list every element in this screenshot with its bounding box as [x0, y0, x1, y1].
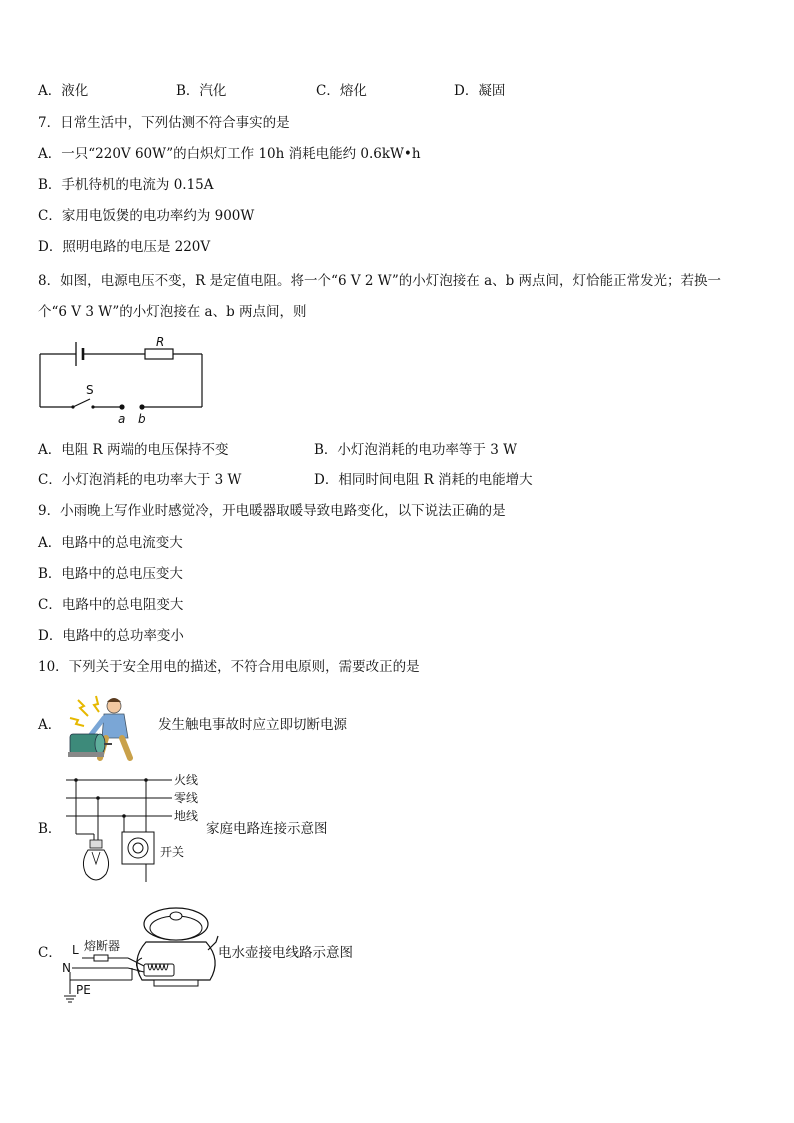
q8-stem-line1: 8．如图，电源电压不变，R 是定值电阻。将一个“6 V 2 W”的小灯泡接在 a、b 两点间，灯恰能正常发光；若换一: [38, 273, 722, 289]
wire-ground-label: 地线: [174, 809, 199, 823]
q7-option-c: C．家用电饭煲的电功率约为 900W: [38, 208, 255, 224]
q8-circuit-diagram: [38, 336, 208, 428]
q10-option-b-letter: B．: [38, 821, 62, 837]
point-a-label: a: [118, 412, 126, 426]
resistor: [145, 349, 173, 359]
resistor-label: R: [156, 335, 165, 349]
q8-option-a: A．电阻 R 两端的电压保持不变: [38, 442, 229, 458]
q7-option-b: B．手机待机的电流为 0.15A: [38, 177, 214, 193]
q10-option-c-letter: C．: [38, 945, 62, 961]
q9-option-d: D．电路中的总功率变小: [38, 628, 184, 644]
q10-option-c-caption: 电水壶接电线路示意图: [218, 945, 353, 961]
q6-option-d: D．凝固: [454, 83, 506, 99]
wire-neutral-label: 零线: [174, 791, 199, 805]
fuse: [94, 955, 108, 961]
q7-option-d: D．照明电路的电压是 220V: [38, 239, 211, 255]
label-N: N: [62, 961, 71, 975]
q8-option-d: D．相同时间电阻 R 消耗的电能增大: [314, 472, 533, 488]
point-a: [119, 404, 124, 409]
q10-option-a-caption: 发生触电事故时应立即切断电源: [158, 717, 347, 733]
q6-option-a: A．液化: [38, 83, 89, 99]
switch-blade: [73, 399, 90, 407]
q6-option-c: C．熔化: [316, 83, 367, 99]
switch-label: 开关: [160, 845, 185, 859]
wire-live-label: 火线: [174, 773, 199, 787]
q9-option-c: C．电路中的总电阻变大: [38, 597, 184, 613]
q10-stem: 10．下列关于安全用电的描述，不符合用电原则，需要改正的是: [38, 659, 420, 675]
q7-stem: 7．日常生活中，下列估测不符合事实的是: [38, 115, 290, 131]
q10-option-b-diagram: [64, 770, 214, 890]
q10-option-b-caption: 家庭电路连接示意图: [206, 821, 328, 837]
label-PE: PE: [76, 983, 91, 997]
label-L: L: [72, 943, 79, 957]
switch-label: S: [86, 383, 94, 397]
q7-option-a: A．一只“220V 60W”的白炽灯工作 10h 消耗电能约 0.6kW•h: [38, 146, 421, 162]
point-b-label: b: [138, 412, 146, 426]
q10-option-a-letter: A．: [38, 717, 62, 733]
q8-option-c: C．小灯泡消耗的电功率大于 3 W: [38, 472, 242, 488]
q9-option-b: B．电路中的总电压变大: [38, 566, 183, 582]
q6-option-b: B．汽化: [176, 83, 227, 99]
q10-option-c-diagram: [58, 902, 223, 1002]
q9-option-a: A．电路中的总电流变大: [38, 535, 183, 551]
q8-stem-line2: 个“6 V 3 W”的小灯泡接在 a、b 两点间，则: [38, 304, 307, 320]
q8-option-b: B．小灯泡消耗的电功率等于 3 W: [314, 442, 517, 458]
bulb-base: [90, 840, 102, 848]
label-fuse: 熔断器: [84, 939, 121, 953]
q10-option-a-illustration: [66, 692, 156, 762]
q9-stem: 9．小雨晚上写作业时感觉冷，开电暖器取暖导致电路变化，以下说法正确的是: [38, 503, 506, 519]
